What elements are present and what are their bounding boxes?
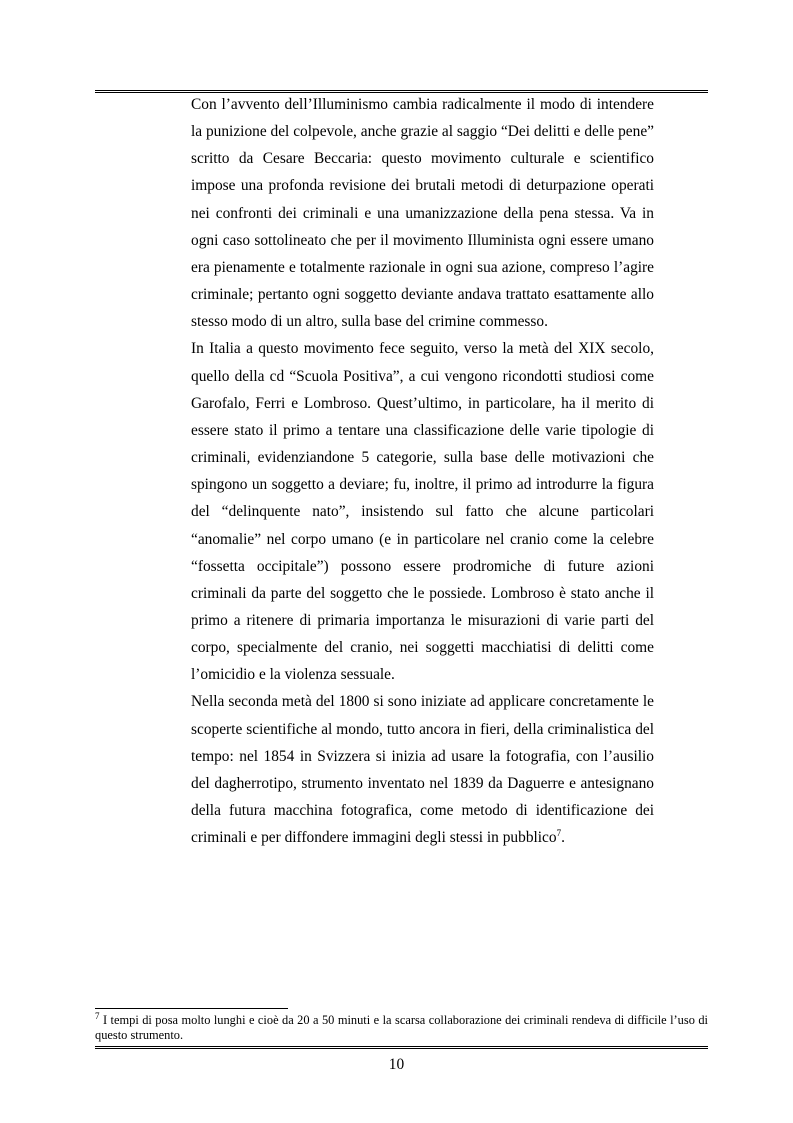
paragraph-fotografia	[191, 688, 654, 851]
page-number: 10	[388, 1056, 405, 1073]
body-text	[191, 91, 654, 851]
footnote-reference: 7	[556, 828, 562, 839]
footnote	[95, 1010, 708, 1043]
paragraph-illuminismo: Con l’avvento dell’Illuminismo cambia radicalmente il modo di intendere la punizione del colpevole, anche grazie al saggio “Dei delitti e delle pene” scritto da Cesare Beccaria: questo movimento culturale e scientifico impose una profonda revisione dei brutali metodi di deturpazione operati nei confronti dei criminali e una umanizzazione della pena stessa. Va in ogni caso sottolineato che per il movimento Illuminista ogni essere umano era pienamente e totalmente razionale in ogni sua azione, compreso l’agire criminale; pertanto ogni soggetto deviante andava trattato esattamente allo stesso modo di un altro, sulla base del crimine commesso.	[191, 96, 654, 331]
footnote-number: 7	[95, 1010, 100, 1021]
paragraph-scuola-positiva: In Italia a questo movimento fece seguito, verso la metà del XIX secolo, quello della cd “Scuola Positiva”, a cui vengono ricondotti studiosi come Garofalo, Ferri e Lombroso. Quest’ultimo, in particolare, ha il merito di essere stato il primo a tentare una classificazione delle varie tipologie di criminali, evidenziandone 5 categorie, sulla base delle motivazioni che spingono un soggetto a deviare; fu, inoltre, il primo ad introdurre la figura del “delinquente nato”, insistendo sul fatto che alcune particolari “anomalie” nel corpo umano (e in particolare nel cranio come la celebre “fossetta occipitale”) possono essere prodromiche di future azioni criminali da parte del soggetto che le possiede. Lombroso è stato anche il primo a ritenere di primaria importanza le misurazioni di varie parti del corpo, specialmente del cranio, nei soggetti macchiatisi di delitti come l’omicidio e la violenza sessuale.	[191, 340, 654, 684]
footnote-separator	[95, 1008, 288, 1009]
footer-rule	[95, 1046, 708, 1049]
paragraph-fotografia-text: Nella seconda metà del 1800 si sono iniziate ad applicare concretamente le scoperte scientifiche al mondo, tutto ancora in fieri, della criminalistica del tempo: nel 1854 in Svizzera si inizia ad usare la fotografia, con l’ausilio del dagherrotipo, strumento inventato nel 1839 da Daguerre e antesignano della futura macchina fotografica, come metodo di identificazione dei criminali e per diffondere immagini degli stessi in pubblico	[191, 693, 654, 847]
paragraph-fotografia-end: .	[561, 829, 565, 847]
footnote-text: I tempi di posa molto lunghi e cioè da 20 a 50 minuti e la scarsa collaborazione dei criminali rendeva di difficile l’uso di questo strumento.	[95, 1013, 708, 1042]
